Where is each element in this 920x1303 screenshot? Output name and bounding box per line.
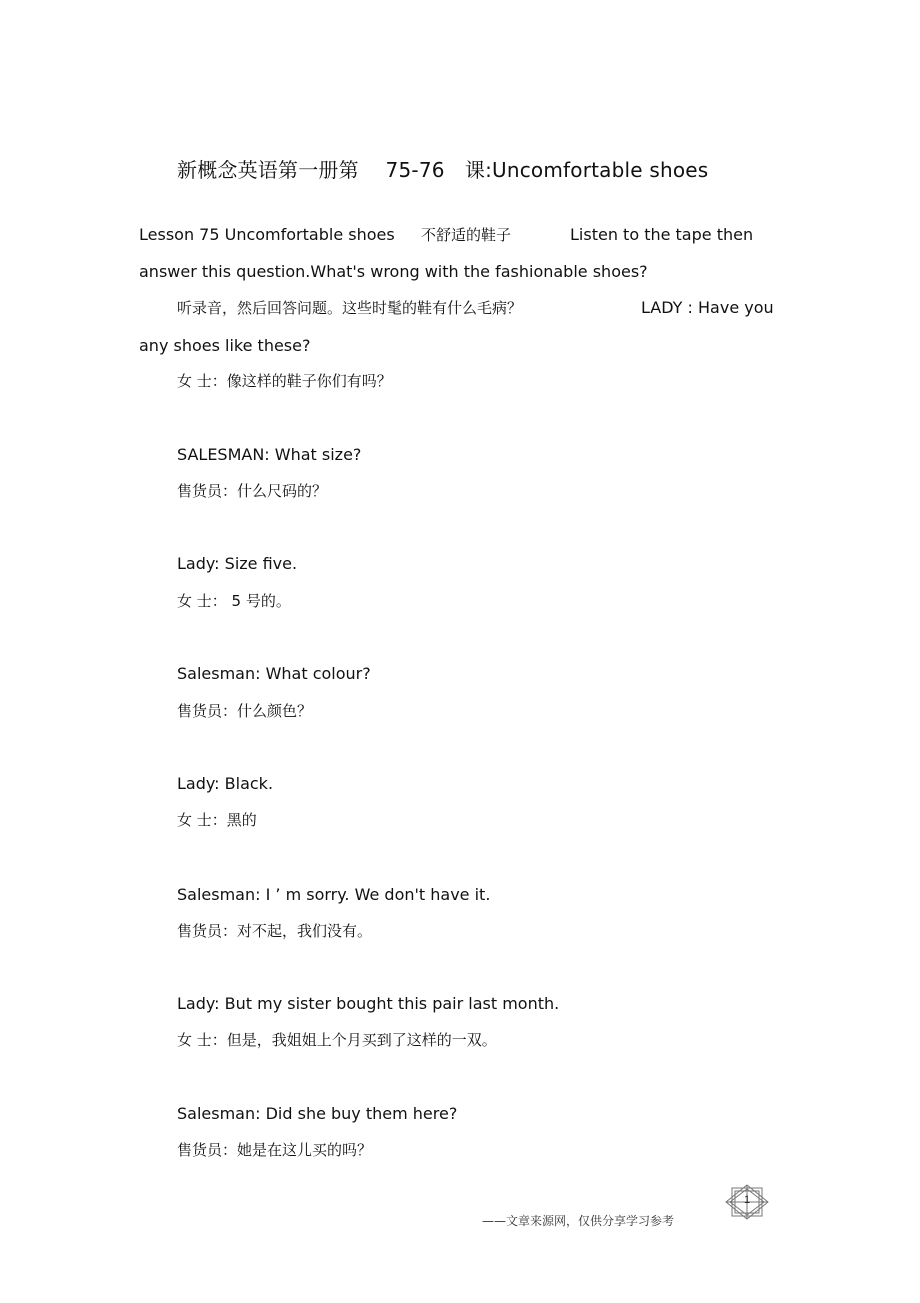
dialogue-lady-start: LADY : Have you bbox=[641, 298, 774, 317]
dialogue-en-6: Salesman: I ’ m sorry. We don't have it. bbox=[177, 885, 491, 904]
dialogue-zh-4: 售货员：什么颜色？ bbox=[177, 702, 313, 720]
dialogue-en-5: Lady: Black. bbox=[177, 774, 274, 793]
dialogue-zh-7: 女 士：但是，我姐姐上个月买到了这样的一双。 bbox=[177, 1031, 497, 1049]
question-text-zh: 听录音，然后回答问题。这些时髦的鞋有什么毛病？ bbox=[177, 299, 523, 317]
lesson-heading: Lesson 75 Uncomfortable shoes bbox=[139, 225, 395, 244]
dialogue-en-8: Salesman: Did she buy them here? bbox=[177, 1104, 458, 1123]
dialogue-en-3: Lady: Size five. bbox=[177, 554, 298, 573]
dialogue-en-2: SALESMAN: What size? bbox=[177, 445, 362, 464]
page-number-badge bbox=[724, 1184, 770, 1220]
dialogue-zh-1: 女 士：像这样的鞋子你们有吗？ bbox=[177, 372, 392, 390]
dialogue-zh-5: 女 士：黑的 bbox=[177, 811, 257, 829]
dialogue-lady-cont: any shoes like these? bbox=[139, 336, 311, 355]
footer-source-note: ——文章来源网，仅供分享学习参考 bbox=[482, 1214, 675, 1228]
dialogue-zh-3: 女 士： 5 号的。 bbox=[177, 592, 291, 610]
dialogue-zh-2: 售货员：什么尺码的？ bbox=[177, 482, 328, 500]
dialogue-zh-6: 售货员：对不起，我们没有。 bbox=[177, 922, 373, 940]
question-text: answer this question.What's wrong with the fashionable shoes? bbox=[139, 262, 648, 281]
dialogue-en-4: Salesman: What colour? bbox=[177, 664, 371, 683]
listen-instruction: Listen to the tape then bbox=[570, 225, 754, 244]
dialogue-en-7: Lady: But my sister bought this pair last month. bbox=[177, 994, 560, 1013]
dialogue-zh-8: 售货员：她是在这儿买的吗？ bbox=[177, 1141, 373, 1159]
lesson-heading-zh: 不舒适的鞋子 bbox=[421, 226, 512, 244]
page-title: 新概念英语第一册第 75-76 课:Uncomfortable shoes bbox=[177, 158, 709, 182]
page-number: 1 bbox=[743, 1194, 751, 1206]
